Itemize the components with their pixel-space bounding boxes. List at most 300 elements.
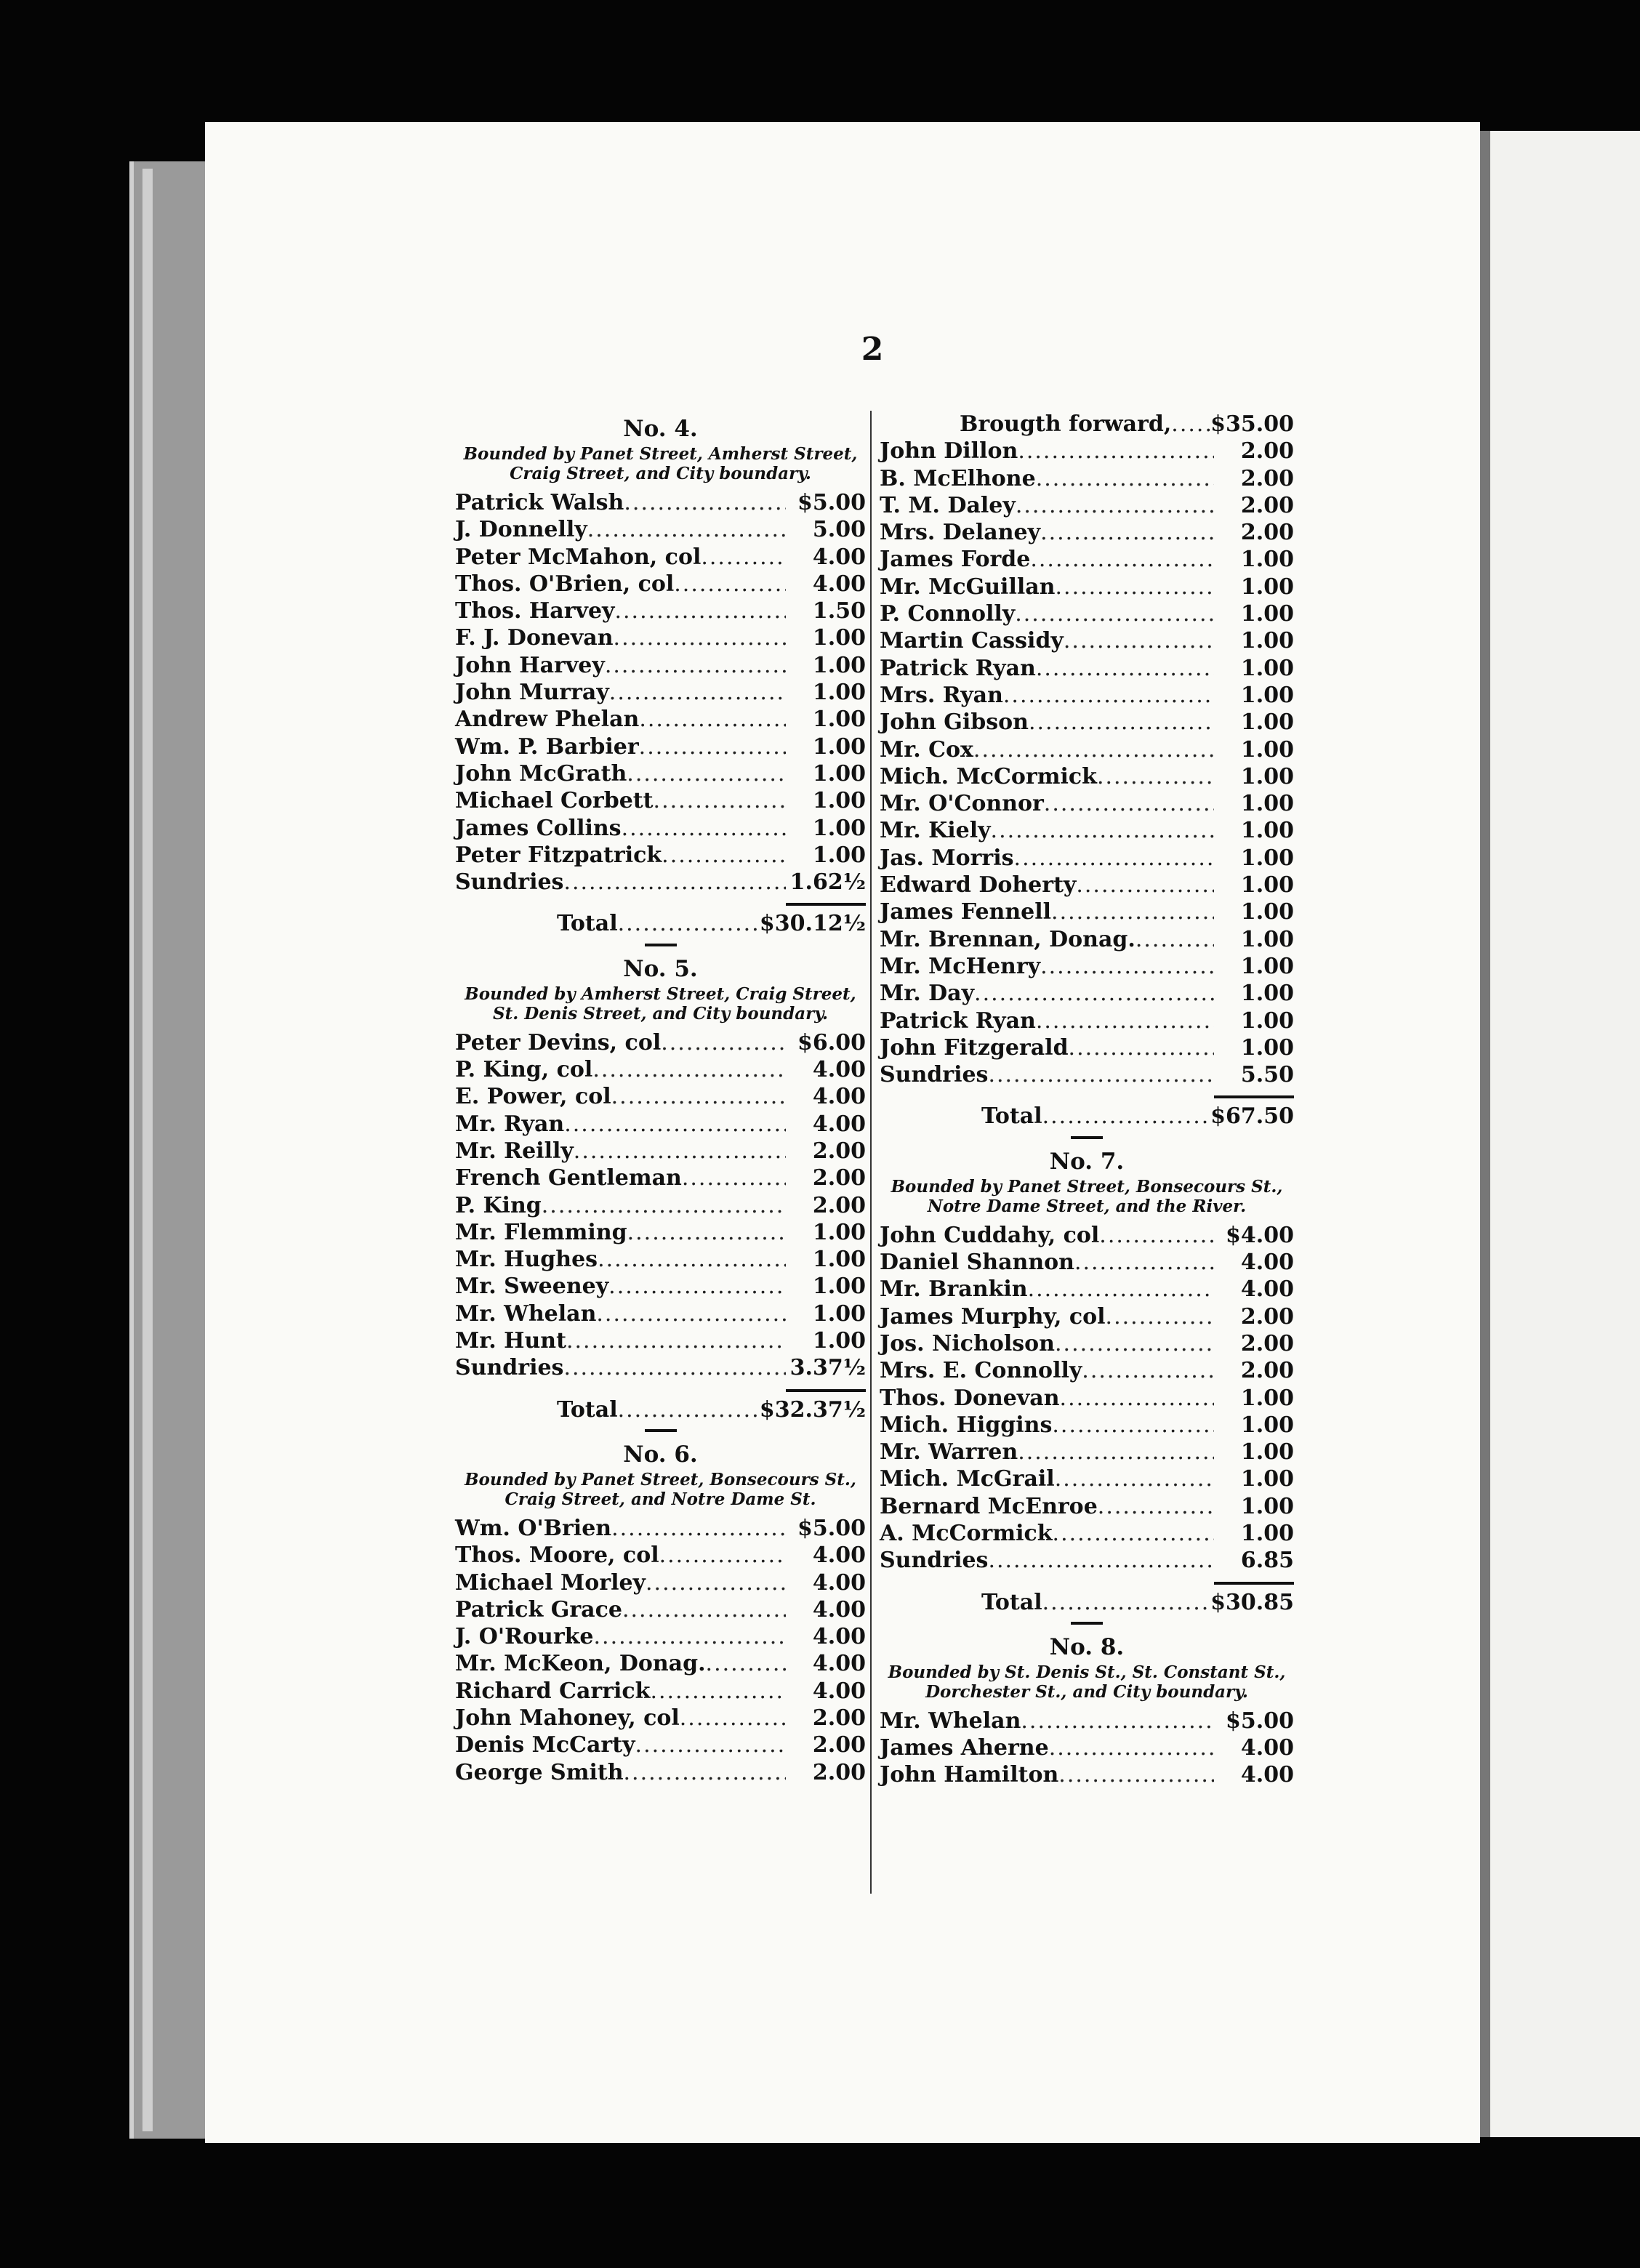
leader-dots: [650, 1678, 786, 1705]
entry-name: Richard Carrick: [455, 1678, 651, 1704]
leader-dots: [654, 787, 786, 814]
leader-dots: [627, 760, 786, 787]
leader-dots: [608, 1273, 786, 1300]
entry-row: [455, 1300, 866, 1327]
entry-amount: 2.00: [1240, 1330, 1294, 1356]
entry-row: [455, 1165, 866, 1191]
entry-row: [880, 492, 1294, 519]
entry-row: [455, 1759, 866, 1786]
entry-name: Daniel Shannon: [880, 1250, 1074, 1276]
entry-amount: 1.00: [812, 1219, 866, 1245]
leader-dots: [1099, 1222, 1214, 1249]
entry-amount: 1.00: [1240, 872, 1294, 898]
entry-name: T. M. Daley: [880, 492, 1016, 518]
leader-dots: [701, 544, 786, 571]
entry-amount: 2.00: [1240, 465, 1294, 491]
entry-name: John Mahoney, col: [455, 1705, 680, 1731]
entry-amount: 1.00: [812, 815, 866, 841]
entry-amount: 1.00: [1240, 1520, 1294, 1546]
entry-amount: 1.00: [1240, 601, 1294, 627]
entry-amount: 4.00: [812, 1543, 866, 1569]
entry-name: Michael Corbett: [455, 788, 654, 814]
section-separator: [1071, 1136, 1103, 1139]
leader-dots: [646, 1569, 786, 1596]
entry-name: Mich. McCormick: [880, 763, 1097, 789]
entry-name: Andrew Phelan: [455, 707, 640, 733]
entry-name: James Fennell: [880, 899, 1052, 925]
leader-dots: [659, 1542, 786, 1569]
leader-dots: [973, 736, 1214, 763]
total-rule: [786, 1389, 866, 1392]
leader-dots: [1052, 1412, 1214, 1439]
leader-dots: [1082, 1357, 1214, 1384]
entry-row: [455, 1732, 866, 1758]
entry-name: Thos. O'Brien, col: [455, 571, 675, 597]
entry-name: Mr. Reilly: [455, 1138, 574, 1164]
leader-dots: [563, 869, 786, 896]
entry-amount: 1.00: [1240, 1412, 1294, 1438]
entry-amount: 1.00: [1240, 926, 1294, 952]
entry-name: Mr. Hunt: [455, 1328, 566, 1354]
leader-dots: [1003, 682, 1214, 709]
entry-name: James Collins: [455, 815, 622, 841]
entry-row: [455, 1083, 866, 1110]
entry-amount: 4.00: [1240, 1735, 1294, 1761]
entry-amount: 4.00: [1240, 1250, 1294, 1276]
leader-dots: [639, 706, 786, 733]
entry-amount: 2.00: [812, 1705, 866, 1731]
entry-amount: 4.00: [812, 1569, 866, 1596]
entry-amount: 2.00: [1240, 1303, 1294, 1330]
entry-row: [880, 1008, 1294, 1034]
continued-total-row: [880, 1103, 1294, 1130]
entry-name: Mr. Whelan: [880, 1708, 1021, 1734]
leader-dots: [1069, 1034, 1214, 1061]
entry-name: P. King, col: [455, 1057, 593, 1083]
entry-row: [455, 1273, 866, 1300]
entry-amount: 4.00: [812, 1651, 866, 1677]
ward-section: [455, 954, 866, 1432]
entry-name: John McGrath: [455, 760, 627, 787]
entry-name: Mich. McGrail: [880, 1466, 1055, 1492]
section-heading: No. 4.: [623, 416, 698, 442]
leader-dots: [1106, 1303, 1214, 1330]
total-row: [455, 910, 866, 937]
entry-amount: 1.00: [1240, 574, 1294, 600]
leader-dots: [542, 1192, 786, 1219]
section-bounds: Bounded by Panet Street, Amherst Street, Craig Street, and City boundary.: [463, 444, 858, 483]
leader-dots: [639, 733, 786, 760]
section-separator: [1071, 1622, 1103, 1625]
entry-row: [880, 872, 1294, 898]
entry-amount: 1.00: [812, 1247, 866, 1273]
entry-amount: 1.00: [1240, 1034, 1294, 1061]
entry-name: Jos. Nicholson: [880, 1330, 1055, 1356]
leader-dots: [1016, 492, 1214, 519]
entry-name: Mr. Warren: [880, 1439, 1018, 1465]
entry-name: Mrs. Ryan: [880, 682, 1003, 708]
entry-name: Denis McCarty: [455, 1732, 635, 1758]
entry-name: Mr. McGuillan: [880, 574, 1056, 600]
entry-amount: 2.00: [1240, 1358, 1294, 1384]
entry-name: Mr. Brennan, Donag.: [880, 926, 1135, 952]
entry-row: [880, 1761, 1294, 1788]
leader-dots: [622, 1596, 786, 1623]
page-stack-edge: [142, 169, 153, 2131]
total-row: [880, 1589, 1294, 1616]
entry-row: [880, 1465, 1294, 1492]
entry-row: [455, 869, 866, 896]
entry-row: [880, 1249, 1294, 1276]
entry-amount: 1.00: [1240, 953, 1294, 979]
entry-amount: 1.50: [812, 598, 866, 624]
entry-amount: 1.00: [1240, 547, 1294, 573]
entry-name: Jas. Morris: [880, 845, 1014, 871]
entry-row: [455, 760, 866, 787]
leader-dots: [574, 1138, 786, 1165]
leader-dots: [974, 980, 1214, 1007]
leader-dots: [680, 1705, 786, 1732]
entry-row: [880, 655, 1294, 682]
section-heading: No. 8.: [1049, 1633, 1125, 1660]
entry-amount: 1.00: [1240, 1493, 1294, 1519]
entry-name: Sundries: [880, 1548, 989, 1574]
entry-row: [880, 1385, 1294, 1412]
leader-dots: [624, 1759, 786, 1786]
entry-row: [455, 624, 866, 651]
entry-name: Patrick Grace: [455, 1596, 622, 1622]
leader-dots: [1060, 1385, 1214, 1412]
leader-dots: [598, 1246, 786, 1273]
entry-amount: 1.00: [812, 707, 866, 733]
leader-dots: [614, 598, 786, 624]
entry-name: John Cuddahy, col: [880, 1222, 1100, 1248]
leader-dots: [1036, 465, 1214, 492]
entry-amount: 2.00: [1240, 438, 1294, 465]
entry-name: B. McElhone: [880, 465, 1036, 491]
entry-name: John Fitzgerald: [880, 1034, 1069, 1061]
leader-dots: [618, 1396, 760, 1423]
entry-name: Peter McMahon, col: [455, 544, 702, 570]
entry-name: Mr. Whelan: [455, 1300, 597, 1327]
brought-forward-amount: $35.00: [1210, 411, 1294, 437]
entry-row: [880, 1222, 1294, 1249]
entry-name: Mich. Higgins: [880, 1412, 1053, 1438]
entry-amount: 1.00: [1240, 709, 1294, 736]
entry-name: Sundries: [880, 1062, 989, 1088]
entry-row: [880, 1034, 1294, 1061]
leader-dots: [566, 1327, 786, 1354]
entry-amount: $5.00: [797, 490, 866, 515]
section-bounds: Bounded by Amherst Street, Craig Street, St. Denis Street, and City boundary.: [465, 984, 856, 1024]
leader-dots: [1171, 411, 1210, 438]
next-page-edge: [1480, 131, 1640, 2137]
entry-name: A. McCormick: [880, 1520, 1053, 1546]
leader-dots: [1056, 574, 1215, 600]
entry-row: [880, 898, 1294, 925]
entry-row: [880, 709, 1294, 736]
entry-row: [880, 1734, 1294, 1761]
entry-amount: 1.00: [812, 788, 866, 814]
total-amount: $67.50: [1210, 1103, 1294, 1130]
entry-row: [880, 736, 1294, 763]
leader-dots: [1029, 709, 1214, 736]
brought-forward-row: [880, 411, 1294, 438]
leader-dots: [1042, 1589, 1211, 1616]
page-number: 2: [861, 331, 884, 368]
entry-row: [880, 1061, 1294, 1088]
leader-dots: [611, 1515, 786, 1542]
leader-dots: [618, 910, 760, 937]
entry-amount: 1.00: [812, 760, 866, 787]
entry-name: Edward Doherty: [880, 872, 1077, 898]
leader-dots: [1036, 1008, 1214, 1034]
entry-amount: 1.00: [1240, 763, 1294, 789]
total-label: Total: [557, 1396, 618, 1423]
entry-name: Mr. McKeon, Donag.: [455, 1651, 706, 1677]
leader-dots: [1040, 519, 1214, 546]
total-label: Total: [981, 1103, 1042, 1130]
entry-name: Mr. Brankin: [880, 1276, 1028, 1303]
entry-amount: 1.00: [1240, 1466, 1294, 1492]
entry-name: John Hamilton: [880, 1762, 1059, 1788]
leader-dots: [635, 1732, 786, 1758]
entry-name: J. Donnelly: [455, 517, 587, 543]
entry-row: [880, 1412, 1294, 1439]
leader-dots: [1055, 1330, 1214, 1357]
entry-row: [455, 733, 866, 760]
entry-name: P. King: [455, 1192, 542, 1218]
leader-dots: [988, 1061, 1214, 1088]
entry-amount: 2.00: [812, 1732, 866, 1758]
entry-name: James Murphy, col: [880, 1303, 1106, 1330]
total-rule: [1214, 1095, 1294, 1098]
entry-row: [880, 465, 1294, 492]
total-label: Total: [557, 911, 618, 937]
entry-row: [455, 1623, 866, 1650]
entry-row: [455, 1515, 866, 1542]
entry-name: Martin Cassidy: [880, 628, 1064, 654]
right-sections: [880, 1146, 1294, 1789]
entry-name: Sundries: [455, 1355, 564, 1381]
entry-row: [455, 679, 866, 706]
continued-entry-list: [880, 438, 1294, 1088]
entry-row: [880, 926, 1294, 953]
entry-name: John Murray: [455, 680, 609, 706]
entry-row: [455, 1596, 866, 1623]
entry-row: [455, 1327, 866, 1354]
entry-name: Mr. Kiely: [880, 818, 991, 844]
section-bounds: Bounded by Panet Street, Bonsecours St., Notre Dame Street, and the River.: [891, 1176, 1283, 1216]
right-column: [880, 411, 1294, 1789]
entry-name: Wm. O'Brien: [455, 1515, 612, 1541]
total-amount: $32.37½: [759, 1396, 866, 1423]
entry-name: Mr. Hughes: [455, 1247, 598, 1273]
entry-row: [880, 763, 1294, 790]
entry-name: J. O'Rourke: [455, 1624, 594, 1650]
leader-dots: [1074, 1249, 1214, 1276]
entry-amount: 1.00: [812, 1328, 866, 1354]
entry-amount: $4.00: [1226, 1222, 1294, 1248]
leader-dots: [624, 489, 786, 516]
entry-name: Thos. Donevan: [880, 1385, 1060, 1411]
entry-name: Mr. Day: [880, 981, 975, 1007]
leader-dots: [1044, 790, 1214, 817]
ward-section: [455, 1439, 866, 1786]
entry-amount: 1.00: [1240, 1385, 1294, 1411]
leader-dots: [605, 652, 786, 679]
entry-amount: 4.00: [812, 1057, 866, 1083]
total-rule: [786, 903, 866, 906]
entry-row: [455, 1650, 866, 1677]
leader-dots: [592, 1056, 786, 1083]
entry-amount: 4.00: [1240, 1762, 1294, 1788]
entry-row: [455, 1192, 866, 1219]
section-separator: [645, 1429, 677, 1432]
entry-amount: $5.00: [1226, 1708, 1294, 1734]
entry-amount: $5.00: [797, 1515, 866, 1541]
section-separator: [645, 944, 677, 946]
entry-row: [455, 544, 866, 571]
entry-row: [455, 571, 866, 598]
leader-dots: [661, 1029, 786, 1056]
entry-amount: 1.00: [812, 842, 866, 868]
entry-row: [880, 1520, 1294, 1547]
leader-dots: [1042, 1103, 1211, 1130]
entry-name: George Smith: [455, 1759, 624, 1785]
entry-row: [880, 438, 1294, 465]
leader-dots: [563, 1354, 786, 1381]
entry-amount: 5.50: [1240, 1062, 1294, 1088]
entry-amount: 2.00: [812, 1759, 866, 1785]
ward-section: [455, 414, 866, 946]
entry-name: Mr. Flemming: [455, 1219, 627, 1245]
leader-dots: [622, 815, 786, 842]
leader-dots: [1097, 763, 1214, 790]
entry-row: [455, 1542, 866, 1569]
entry-name: Mr. McHenry: [880, 953, 1041, 979]
section-bounds: Bounded by St. Denis St., St. Constant St., Dorchester St., and City boundary.: [888, 1662, 1286, 1702]
total-label: Total: [981, 1589, 1042, 1615]
entry-row: [455, 1354, 866, 1381]
entry-name: Mr. Ryan: [455, 1111, 565, 1137]
entry-row: [880, 600, 1294, 627]
leader-dots: [1064, 627, 1214, 654]
entry-name: Mr. O'Connor: [880, 791, 1044, 817]
entry-row: [880, 1439, 1294, 1465]
entry-amount: 1.00: [1240, 818, 1294, 844]
leader-dots: [594, 1623, 786, 1650]
entry-amount: 6.85: [1240, 1548, 1294, 1574]
leader-dots: [706, 1650, 786, 1677]
leader-dots: [991, 817, 1214, 844]
entry-name: P. Connolly: [880, 601, 1016, 627]
entry-row: [880, 1276, 1294, 1303]
entry-amount: 1.00: [1240, 628, 1294, 654]
entry-name: John Dillon: [880, 438, 1018, 465]
leader-dots: [596, 1300, 786, 1327]
entry-amount: 1.00: [812, 1300, 866, 1327]
entry-row: [455, 842, 866, 869]
entry-row: [880, 1547, 1294, 1574]
entry-row: [455, 516, 866, 543]
entry-amount: 3.37½: [789, 1355, 866, 1381]
entry-amount: 1.00: [1240, 981, 1294, 1007]
section-heading: No. 7.: [1049, 1148, 1125, 1175]
leader-dots: [1036, 655, 1214, 682]
entry-row: [455, 1056, 866, 1083]
total-rule: [1214, 1582, 1294, 1585]
entry-amount: 1.00: [1240, 845, 1294, 871]
entry-row: [455, 652, 866, 679]
leader-dots: [1049, 1734, 1214, 1761]
entry-row: [880, 980, 1294, 1007]
entry-row: [455, 1705, 866, 1732]
leader-dots: [614, 624, 786, 651]
entry-amount: 1.00: [812, 680, 866, 706]
entry-row: [880, 574, 1294, 600]
entry-row: [455, 706, 866, 733]
entry-name: F. J. Donevan: [455, 625, 614, 651]
entry-amount: 4.00: [812, 1678, 866, 1704]
leader-dots: [611, 1083, 786, 1110]
entry-amount: 1.00: [1240, 899, 1294, 925]
leader-dots: [682, 1165, 786, 1191]
entry-name: Patrick Ryan: [880, 1008, 1036, 1034]
entry-amount: 1.62½: [789, 869, 866, 896]
leader-dots: [1014, 845, 1214, 872]
leader-dots: [1076, 872, 1214, 898]
entry-name: Peter Fitzpatrick: [455, 842, 662, 868]
entry-amount: 4.00: [812, 1111, 866, 1137]
entry-row: [455, 1138, 866, 1165]
entry-amount: 1.00: [812, 1274, 866, 1300]
entry-name: Patrick Ryan: [880, 655, 1036, 681]
entry-amount: 1.00: [1240, 682, 1294, 708]
entry-row: [455, 598, 866, 624]
entry-name: Thos. Moore, col: [455, 1543, 659, 1569]
entry-name: Thos. Harvey: [455, 598, 615, 624]
total-row: [455, 1396, 866, 1423]
entry-name: Mr. Cox: [880, 736, 973, 763]
entry-row: [455, 787, 866, 814]
entry-amount: 2.00: [812, 1138, 866, 1164]
section-heading: No. 6.: [623, 1441, 698, 1468]
leader-dots: [1030, 546, 1214, 573]
entry-name: James Forde: [880, 547, 1031, 573]
entry-amount: 1.00: [1240, 791, 1294, 817]
leader-dots: [1021, 1708, 1214, 1734]
entry-row: [455, 489, 866, 516]
entry-name: Michael Morley: [455, 1569, 646, 1596]
entry-amount: 2.00: [1240, 492, 1294, 518]
entry-amount: 4.00: [812, 571, 866, 597]
entry-amount: 2.00: [1240, 520, 1294, 546]
entry-name: James Aherne: [880, 1735, 1049, 1761]
entry-row: [880, 845, 1294, 872]
entry-row: [455, 815, 866, 842]
entry-name: Bernard McEnroe: [880, 1493, 1098, 1519]
total-amount: $30.85: [1210, 1589, 1294, 1615]
entry-row: [455, 1029, 866, 1056]
leader-dots: [1098, 1493, 1214, 1520]
leader-dots: [609, 679, 786, 706]
entry-amount: 4.00: [1240, 1276, 1294, 1303]
entry-amount: 1.00: [1240, 736, 1294, 763]
entry-name: Patrick Walsh: [455, 490, 624, 515]
entry-name: Mrs. Delaney: [880, 520, 1041, 546]
entry-amount: 1.00: [1240, 1439, 1294, 1465]
